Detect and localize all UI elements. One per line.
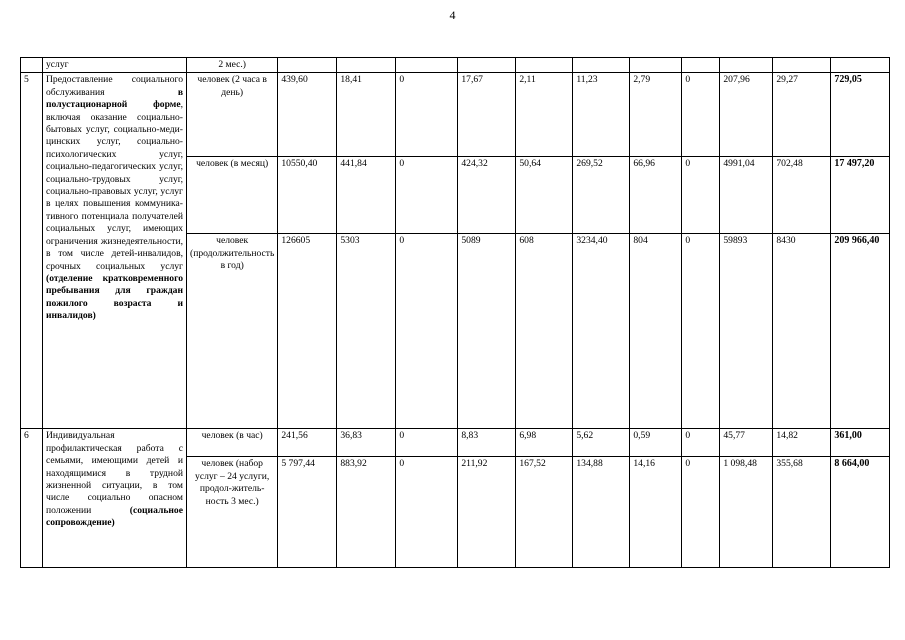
value-cell: 0 [396, 234, 458, 429]
value-cell: 167,52 [516, 457, 573, 568]
value-cell: 883,92 [337, 457, 396, 568]
value-cell: 18,41 [337, 73, 396, 157]
total-cell: 209 966,40 [831, 234, 890, 429]
total-cell [831, 58, 890, 73]
value-cell [396, 58, 458, 73]
value-cell: 0 [682, 429, 720, 457]
value-cell: 207,96 [720, 73, 773, 157]
value-cell: 608 [516, 234, 573, 429]
table-row [21, 429, 890, 457]
value-cell: 439,60 [278, 73, 337, 157]
value-cell [573, 58, 630, 73]
unit-cell: человек (в месяц) [187, 157, 278, 234]
service-description: Индивидуальная профилактическая работа с семьями, имеющими детей и находящимися в трудной жизненной ситуации, в том числе социально опасном положении (социальное сопровождение) [43, 429, 187, 568]
value-cell: 14,16 [630, 457, 682, 568]
value-cell [516, 58, 573, 73]
value-cell: 0 [396, 457, 458, 568]
value-cell: 0 [396, 429, 458, 457]
value-cell: 0,59 [630, 429, 682, 457]
value-cell: 10550,40 [278, 157, 337, 234]
total-cell: 361,00 [831, 429, 890, 457]
value-cell: 3234,40 [573, 234, 630, 429]
value-cell: 269,52 [573, 157, 630, 234]
value-cell: 50,64 [516, 157, 573, 234]
service-cell: услуг [43, 58, 187, 73]
value-cell [720, 58, 773, 73]
value-cell: 702,48 [773, 157, 831, 234]
value-cell: 134,88 [573, 457, 630, 568]
value-cell: 0 [682, 157, 720, 234]
value-cell: 441,84 [337, 157, 396, 234]
value-cell: 2,79 [630, 73, 682, 157]
value-cell: 2,11 [516, 73, 573, 157]
value-cell: 5,62 [573, 429, 630, 457]
value-cell: 5 797,44 [278, 457, 337, 568]
value-cell: 29,27 [773, 73, 831, 157]
total-cell: 8 664,00 [831, 457, 890, 568]
value-cell: 0 [682, 457, 720, 568]
value-cell: 5089 [458, 234, 516, 429]
value-cell: 14,82 [773, 429, 831, 457]
value-cell: 804 [630, 234, 682, 429]
unit-cell: человек (набор услуг – 24 услуги, продол-житель-ность 3 мес.) [187, 457, 278, 568]
row-number-cell: 5 [21, 73, 43, 429]
value-cell: 211,92 [458, 457, 516, 568]
value-cell: 36,83 [337, 429, 396, 457]
value-cell: 355,68 [773, 457, 831, 568]
value-cell [278, 58, 337, 73]
value-cell: 59893 [720, 234, 773, 429]
value-cell [682, 58, 720, 73]
value-cell: 241,56 [278, 429, 337, 457]
cost-table [20, 57, 890, 568]
unit-cell: человек (2 часа в день) [187, 73, 278, 157]
row-number-cell [21, 58, 43, 73]
value-cell: 424,32 [458, 157, 516, 234]
table-row [21, 73, 890, 157]
value-cell: 11,23 [573, 73, 630, 157]
value-cell: 126605 [278, 234, 337, 429]
service-description: Предоставление социального обслуживания в полустационарной форме, включая оказание социально-бытовых услуг, социально-медицинских услуг, социально-психологических услуг, социально-педагогических услуг, социально-трудовых услуг, социально-правовых услуг, услуг в целях повышения коммуникативного потенциала получателей социальных услуг, имеющих ограничения жизнедеятельности, в том числе детей-инвалидов, срочных социальных услуг (отделение кратковременного пребывания для граждан пожилого возраста и инвалидов) [43, 73, 187, 429]
total-cell: 729,05 [831, 73, 890, 157]
unit-cell: человек (продолжительность в год) [187, 234, 278, 429]
table-row-continuation [21, 58, 890, 73]
value-cell: 0 [682, 234, 720, 429]
page-number: 4 [449, 8, 456, 22]
value-cell: 1 098,48 [720, 457, 773, 568]
total-cell: 17 497,20 [831, 157, 890, 234]
row-number-cell: 6 [21, 429, 43, 568]
value-cell: 66,96 [630, 157, 682, 234]
value-cell: 0 [682, 73, 720, 157]
value-cell: 0 [396, 157, 458, 234]
unit-cell: 2 мес.) [187, 58, 278, 73]
value-cell [773, 58, 831, 73]
value-cell [458, 58, 516, 73]
value-cell [630, 58, 682, 73]
value-cell [337, 58, 396, 73]
value-cell: 45,77 [720, 429, 773, 457]
value-cell: 6,98 [516, 429, 573, 457]
value-cell: 8430 [773, 234, 831, 429]
unit-cell: человек (в час) [187, 429, 278, 457]
value-cell: 4991,04 [720, 157, 773, 234]
value-cell: 5303 [337, 234, 396, 429]
value-cell: 17,67 [458, 73, 516, 157]
value-cell: 0 [396, 73, 458, 157]
value-cell: 8,83 [458, 429, 516, 457]
